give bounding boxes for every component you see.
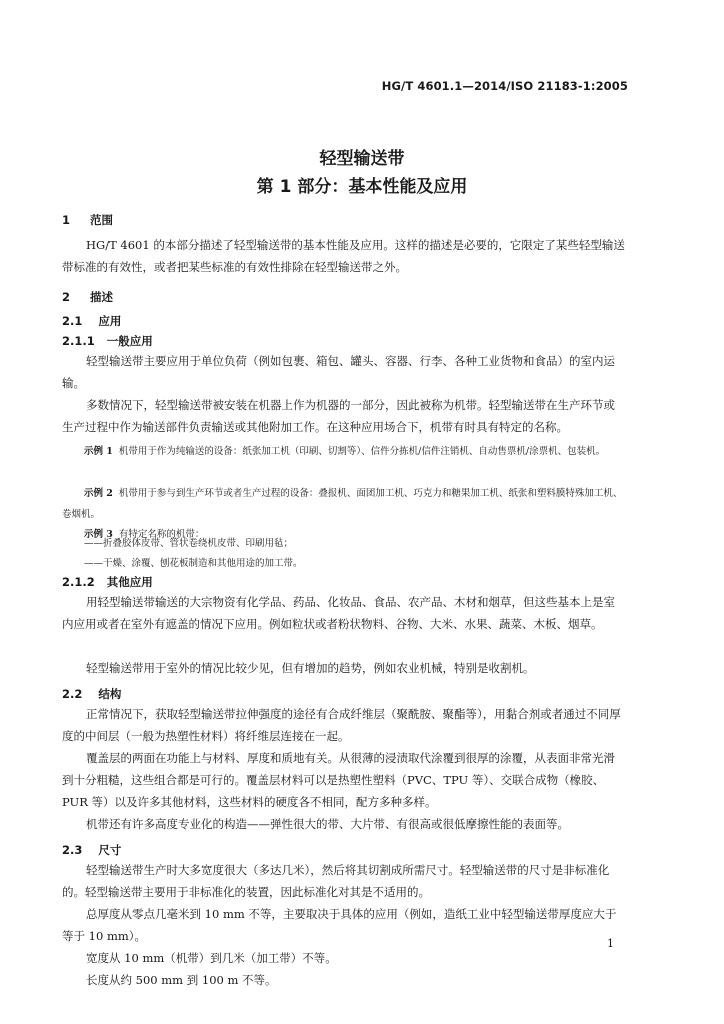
paragraph: HG/T 4601 的本部分描述了轻型输送带的基本性能及应用。这样的描述是必要的，它限定了某些轻型输送带标准的有效性，或者把某些标准的有效性排除在轻型输送带之外。 bbox=[62, 238, 625, 274]
paragraph: 长度从约 500 mm 到 100 m 不等。 bbox=[86, 973, 277, 987]
paragraph: 轻型输送带用于室外的情况比较少见，但有增加的趋势，例如农业机械，特别是收割机。 bbox=[86, 661, 535, 675]
document-subtitle: 第 1 部分：基本性能及应用 bbox=[256, 177, 468, 197]
section-heading-2-2: 2.2 结构 bbox=[62, 687, 122, 701]
example-1: 示例 1 机带用于作为纯输送的设备：纸张加工机（印刷、切割等）、信件分拣机/信件注销机、自动售票机/涂票机、包装机。 bbox=[84, 446, 606, 457]
standard-number: HG/T 4601.1—2014/ISO 21183-1:2005 bbox=[381, 79, 628, 93]
paragraph: 覆盖层的两面在功能上与材料、厚度和质地有关。从很薄的浸渍取代涂覆到很厚的涂覆，从表面非常光滑到十分粗糙，这些组合都是可行的。覆盖层材料可以是热塑性塑料（PVC、TPU 等）、交联合成物（橡胶、PUR 等）以及许多其他材料，这些材料的硬度各不相同，配方多种多样。 bbox=[62, 751, 615, 809]
paragraph: 多数情况下，轻型输送带被安装在机器上作为机器的一部分，因此被称为机带。轻型输送带在生产环节或生产过程中作为输送部件负责输送或其他附加工作。在这种应用场合下，机带有时具有特定的名称。 bbox=[62, 398, 615, 434]
section-title: 范围 bbox=[90, 213, 114, 227]
section-heading-2-3: 2.3 尺寸 bbox=[62, 843, 122, 857]
paragraph: 轻型输送带生产时大多宽度很大（多达几米），然后将其切割成所需尺寸。轻型输送带的尺寸是非标准化的。轻型输送带主要用于非标准化的装置，因此标准化对其是不适用的。 bbox=[62, 863, 610, 899]
paragraph: 用轻型输送带输送的大宗物资有化学品、药品、化妆品、食品、农产品、木材和烟草，但这些基本上是室内应用或者在室外有遮盖的情况下应用。例如粒状或者粉状物料、谷物、大米、水果、蔬菜、木板、烟草。 bbox=[62, 595, 615, 631]
document-title: 轻型输送带 bbox=[319, 149, 405, 169]
section-heading-2-1-1: 2.1.1 一般应用 bbox=[62, 334, 153, 348]
section-heading-2: 2 描述 bbox=[62, 290, 114, 304]
example-3: 示例 3 有特定名称的机带： bbox=[84, 529, 205, 540]
paragraph: 轻型输送带主要应用于单位负荷（例如包裹、箱包、罐头、容器、行李、各种工业货物和食品）的室内运输。 bbox=[62, 354, 615, 390]
list-item: ——干燥、涂覆、刨花板制造和其他用途的加工带。 bbox=[84, 558, 303, 569]
section-heading-2-1: 2.1 应用 bbox=[62, 314, 122, 328]
section-heading-2-1-2: 2.1.2 其他应用 bbox=[62, 575, 153, 589]
page-number: 1 bbox=[607, 937, 614, 950]
paragraph: 正常情况下，获取轻型输送带拉伸强度的途径有合成纤维层（聚酰胺、聚酯等），用黏合剂或者通过不同厚度的中间层（一般为热塑性材料）将纤维层连接在一起。 bbox=[62, 707, 621, 743]
paragraph: 总厚度从零点几毫米到 10 mm 不等，主要取决于具体的应用（例如，造纸工业中轻型输送带厚度应大于等于 10 mm）。 bbox=[62, 907, 617, 943]
paragraph: 宽度从 10 mm（机带）到几米（加工带）不等。 bbox=[86, 951, 337, 965]
paragraph: 机带还有许多高度专业化的构造——弹性很大的带、大片带、有很高或很低摩擦性能的表面等。 bbox=[86, 817, 569, 831]
example-2: 示例 2 机带用于参与到生产环节或者生产过程的设备：叠报机、面团加工机、巧克力和糖果加工机、纸张和塑料膜特殊加工机、卷烟机。 bbox=[62, 488, 623, 520]
section-number: 1 bbox=[62, 213, 71, 227]
section-heading-1 bbox=[62, 212, 113, 228]
list-item: ——折叠胶体皮带、管状卷绕机皮带、印刷用毡； bbox=[84, 538, 294, 549]
